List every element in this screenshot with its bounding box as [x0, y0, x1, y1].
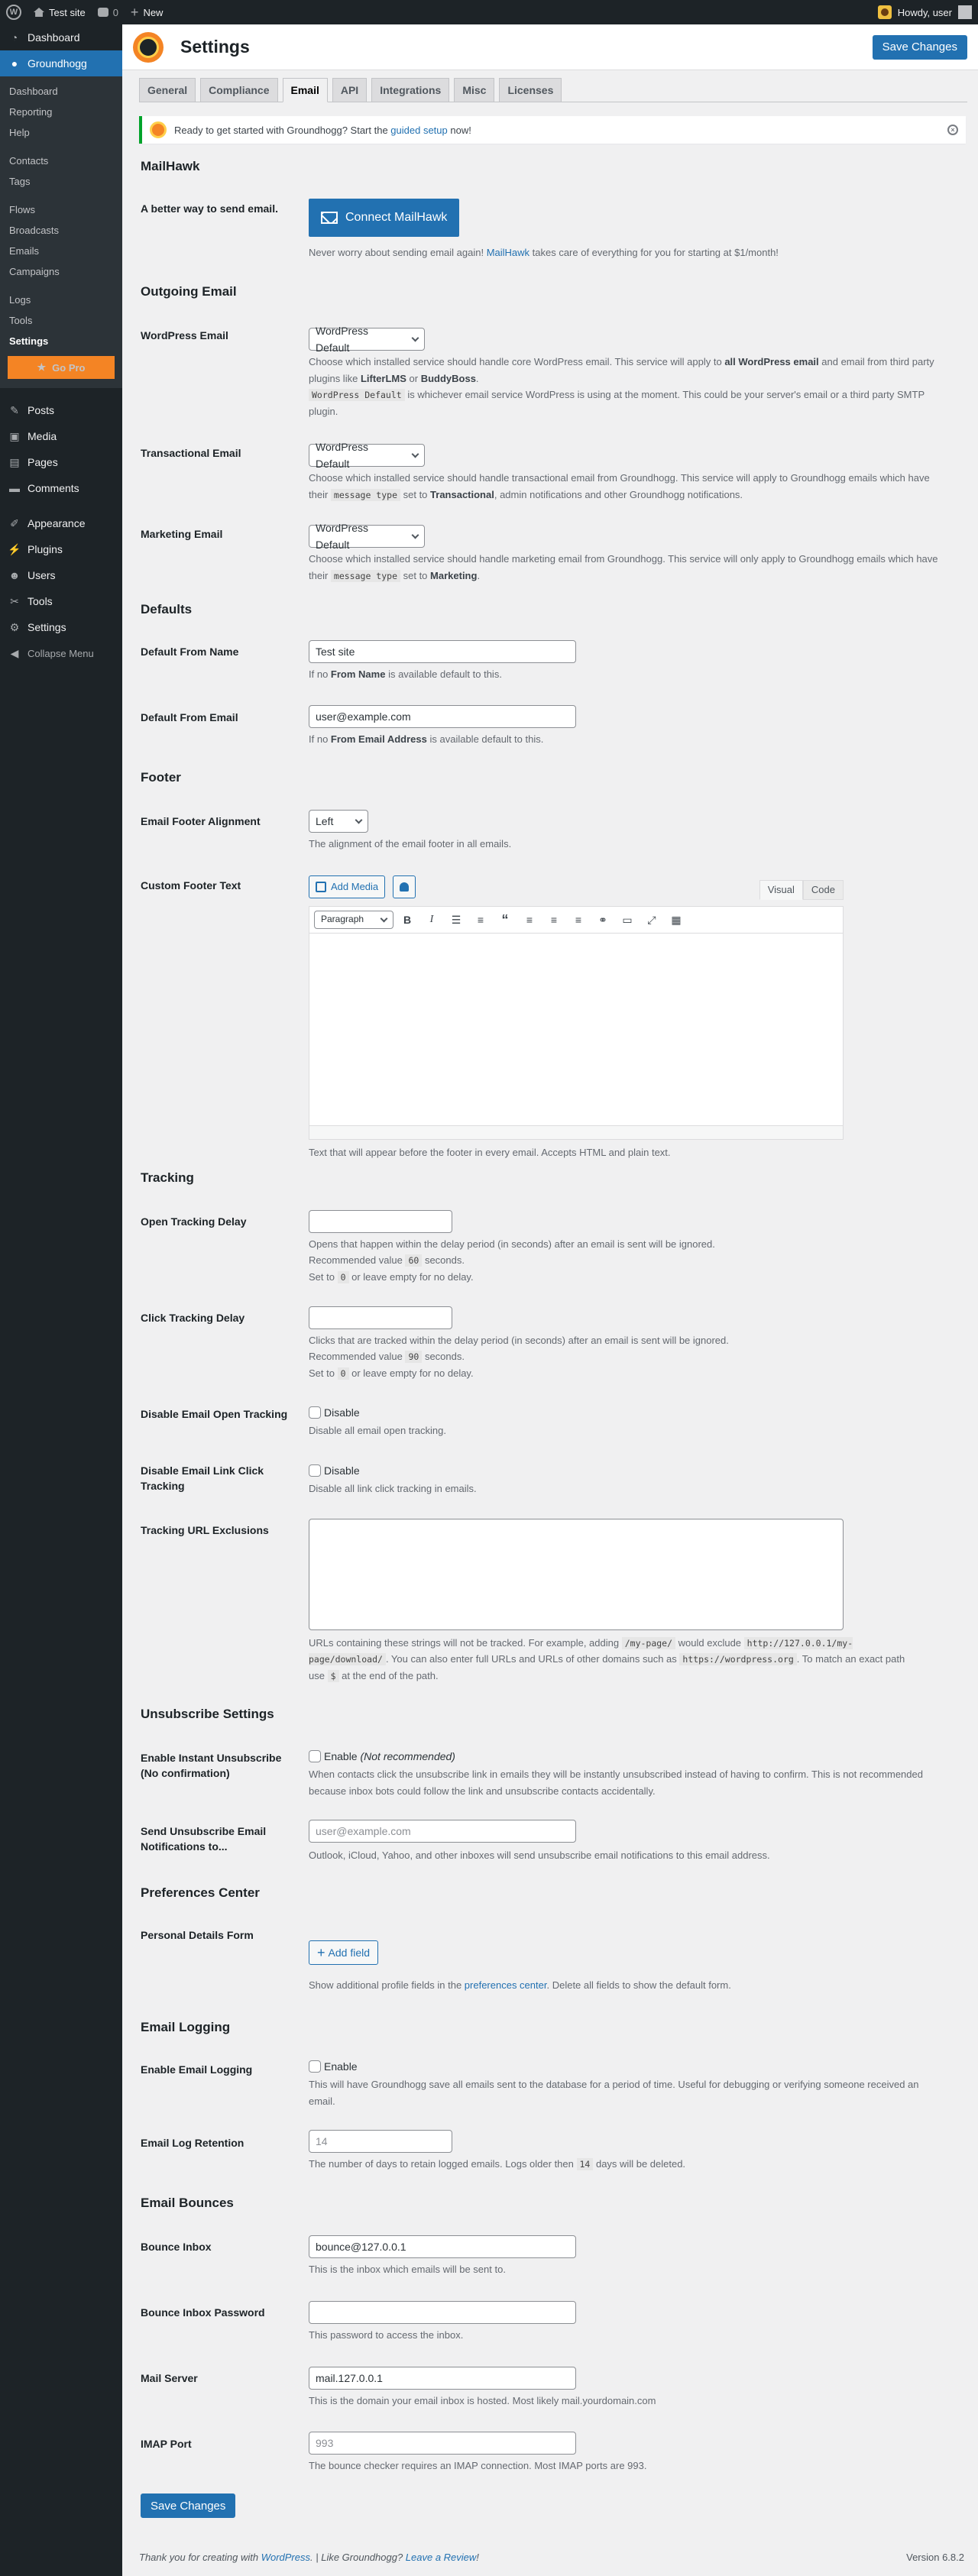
marketing-email-label: Marketing Email [141, 528, 223, 540]
disable-open-tracking-desc: Disable all email open tracking. [309, 1425, 446, 1437]
disable-click-tracking-label: Disable Email Link Click Tracking [141, 1464, 264, 1492]
default-from-email-desc: If no From Email Address is available default to this. [309, 733, 544, 745]
submenu-settings[interactable]: Settings [9, 335, 49, 347]
open-tracking-delay-desc: Opens that happen within the delay period (in seconds) after an email is sent will be ignored. Recommended value 60 seconds. Set to 0 or leave empty for no delay. [309, 1238, 715, 1283]
section-preferences-heading: Preferences Center [141, 1885, 260, 1900]
notice-text: Ready to get started with Groundhogg? Start the guided setup now! [174, 124, 471, 136]
click-tracking-delay-input[interactable] [309, 1306, 452, 1329]
editor-resize-handle[interactable] [309, 1126, 844, 1140]
menu-plugins[interactable]: ⚡ Plugins [8, 542, 63, 555]
menu-media[interactable]: ▣ Media [0, 423, 122, 449]
bounce-password-desc: This password to access the inbox. [309, 2329, 464, 2341]
user-avatar[interactable] [958, 5, 972, 19]
default-from-name-label: Default From Name [141, 646, 239, 658]
insert-replacement-button[interactable] [393, 875, 416, 898]
groundhogg-toolbar-icon[interactable] [878, 5, 892, 19]
mailhawk-desc: Never worry about sending email again! MailHawk takes care of everything for you for starting at $1/month! [309, 247, 779, 258]
submenu-tools[interactable]: Tools [9, 315, 33, 326]
transactional-email-label: Transactional Email [141, 447, 241, 459]
footer-alignment-label: Email Footer Alignment [141, 815, 261, 827]
dismiss-notice-icon[interactable]: × [947, 125, 958, 135]
new-label: New [143, 6, 164, 18]
collapse-icon: ◀ [10, 646, 19, 659]
site-name: Test site [49, 6, 86, 18]
comments-icon: ▬ [9, 482, 20, 494]
enable-email-logging-label: Enable Email Logging [141, 2063, 253, 2076]
mail-server-label: Mail Server [141, 2372, 198, 2384]
guided-setup-link[interactable]: guided setup [390, 124, 448, 136]
plus-icon: + [130, 5, 139, 20]
connect-mailhawk-button[interactable]: Connect MailHawk [309, 199, 459, 237]
editor-tab-code[interactable]: Code [803, 880, 844, 900]
section-tracking-heading: Tracking [141, 1170, 194, 1185]
groundhogg-logo [133, 32, 164, 63]
wordpress-icon: W [6, 5, 21, 20]
page-title: Settings [180, 37, 250, 57]
menu-groundhogg[interactable]: ● Groundhogg [0, 50, 122, 76]
unsubscribe-notifications-label: Send Unsubscribe Email Notifications to... [141, 1825, 267, 1853]
settings-tabs [139, 78, 562, 102]
imap-port-label: IMAP Port [141, 2438, 192, 2450]
default-from-name-desc: If no From Name is available default to this. [309, 668, 502, 680]
tab-general[interactable]: General [139, 78, 196, 102]
personal-details-form-label: Personal Details Form [141, 1929, 254, 1941]
personal-details-form-desc: Show additional profile fields in the preferences center. Delete all fields to show the default form. [309, 1979, 731, 1991]
menu-appearance[interactable]: ✐ Appearance [0, 510, 122, 536]
open-tracking-delay-label: Open Tracking Delay [141, 1215, 247, 1228]
user-icon [400, 882, 409, 892]
wp-footer [139, 2552, 964, 2563]
bounce-inbox-desc: This is the inbox which emails will be sent to. [309, 2264, 506, 2275]
dashboard-icon: ◔ [11, 31, 18, 44]
instant-unsubscribe-desc: When contacts click the unsubscribe link in emails they will be instantly unsubscribed instead of having to confirm. This is not recommended because inbox bots could follow the link and unsubscribe contacts accidentally. [309, 1769, 923, 1797]
bounce-inbox-label: Bounce Inbox [141, 2241, 212, 2253]
comments-count: 0 [112, 6, 118, 18]
email-log-retention-input[interactable]: 14 [309, 2130, 452, 2153]
imap-port-input[interactable]: 993 [309, 2432, 576, 2455]
tracking-url-exclusions-textarea[interactable] [309, 1519, 844, 1630]
mailhawk-label: A better way to send email. [141, 202, 278, 215]
numbered-list-icon[interactable]: ≡ [477, 913, 484, 926]
page-header [122, 24, 978, 70]
add-field-button[interactable]: + Add field [309, 1940, 378, 1965]
paragraph-format-select[interactable]: Paragraph [314, 911, 393, 929]
footer-text-editor[interactable] [309, 934, 844, 1126]
transactional-email-select[interactable]: WordPress Default [309, 444, 425, 467]
imap-port-desc: The bounce checker requires an IMAP connection. Most IMAP ports are 993. [309, 2460, 647, 2471]
tab-api[interactable]: API [332, 78, 367, 102]
section-footer-heading: Footer [141, 770, 181, 785]
preferences-center-link[interactable]: preferences center [464, 1979, 547, 1991]
read-more-icon[interactable]: ▭ [622, 913, 633, 926]
section-outgoing-heading: Outgoing Email [141, 284, 237, 299]
tools-icon: ✂ [10, 594, 19, 607]
submenu-reporting[interactable]: Reporting [9, 106, 53, 118]
editor-tab-visual[interactable]: Visual [759, 880, 803, 900]
disable-click-tracking-checkbox[interactable] [309, 1464, 321, 1477]
wp-logo-menu[interactable] [0, 0, 28, 24]
chevron-down-icon [412, 450, 419, 458]
submenu-emails[interactable]: Emails [9, 245, 40, 257]
submenu-tags[interactable]: Tags [9, 176, 31, 187]
menu-dashboard[interactable]: ◔ Dashboard [0, 24, 122, 50]
bounce-inbox-input[interactable]: bounce@127.0.0.1 [309, 2235, 576, 2258]
groundhogg-notice-icon [150, 121, 167, 138]
custom-footer-text-desc: Text that will appear before the footer in every email. Accepts HTML and plain text. [309, 1147, 671, 1158]
star-icon: ★ [37, 361, 47, 373]
enable-email-logging-desc: This will have Groundhogg save all emails sent to the database for a period of time. Useful for debugging or verifying someone received an email. [309, 2079, 919, 2107]
marketing-email-desc: Choose which installed service should handle marketing email from Groundhogg. This service will only apply to Groundhogg emails which have their message type set to Marketing. [309, 553, 938, 581]
submenu-logs[interactable]: Logs [9, 294, 31, 306]
menu-pages[interactable]: ▤ Pages [0, 449, 122, 475]
transactional-email-desc: Choose which installed service should handle transactional email from Groundhogg. This service will apply to Groundhogg emails which have their message type set to Transactional, admin notifications and other Groundhogg notifications. [309, 472, 930, 500]
submenu-contacts[interactable]: Contacts [9, 155, 49, 167]
save-changes-top-button[interactable]: Save Changes [873, 35, 967, 60]
unsubscribe-notifications-input[interactable]: user@example.com [309, 1820, 576, 1843]
section-defaults-heading: Defaults [141, 602, 193, 616]
submenu-help[interactable]: Help [9, 127, 30, 138]
settings-icon: ⚙ [9, 620, 20, 633]
pages-icon: ▤ [9, 455, 20, 468]
collapse-menu[interactable]: ◀ Collapse Menu [0, 640, 122, 666]
home-icon [34, 8, 44, 17]
wordpress-link[interactable]: WordPress [261, 2552, 310, 2563]
default-from-email-input[interactable]: user@example.com [309, 705, 576, 728]
custom-footer-text-label: Custom Footer Text [141, 879, 241, 892]
tab-integrations[interactable]: Integrations [371, 78, 449, 102]
section-unsubscribe-heading: Unsubscribe Settings [141, 1707, 274, 1721]
footer-thanks: Thank you for creating with WordPress. | Like Groundhogg? Leave a Review! [139, 2552, 479, 2563]
mail-server-input[interactable]: mail.127.0.0.1 [309, 2367, 576, 2390]
toolbar-toggle-icon[interactable]: ▦ [671, 913, 682, 926]
menu-users[interactable]: ☻ Users [8, 569, 56, 581]
mail-server-desc: This is the domain your email inbox is hosted. Most likely mail.yourdomain.com [309, 2395, 656, 2406]
section-mailhawk-heading: MailHawk [141, 159, 200, 173]
align-left-icon[interactable]: ≡ [526, 913, 533, 926]
editor-toolbar [309, 906, 844, 934]
wordpress-email-select[interactable]: WordPress Default [309, 328, 425, 351]
disable-open-tracking-checkbox[interactable] [309, 1406, 321, 1419]
align-center-icon[interactable]: ≡ [550, 913, 558, 926]
submenu-dashboard[interactable]: Dashboard [9, 86, 58, 97]
pin-icon: ✎ [10, 403, 19, 416]
mailhawk-link[interactable]: MailHawk [486, 247, 530, 258]
open-tracking-delay-input[interactable] [309, 1210, 452, 1233]
groundhogg-icon: ● [11, 57, 18, 70]
admin-bar [0, 0, 978, 24]
italic-icon[interactable]: I [429, 913, 434, 925]
bounce-password-input[interactable] [309, 2301, 576, 2324]
wp-version: Version 6.8.2 [906, 2552, 964, 2563]
click-tracking-delay-label: Click Tracking Delay [141, 1312, 245, 1324]
email-log-retention-label: Email Log Retention [141, 2137, 244, 2149]
blockquote-icon[interactable]: “ [501, 911, 509, 927]
plus-icon: + [317, 1944, 325, 1960]
chevron-down-icon [412, 531, 419, 539]
wordpress-email-label: WordPress Email [141, 329, 228, 341]
section-logging-heading: Email Logging [141, 2020, 231, 2034]
users-icon: ☻ [8, 569, 21, 581]
comments-menu[interactable] [92, 0, 125, 24]
tab-licenses[interactable]: Licenses [499, 78, 562, 102]
howdy-user[interactable]: Howdy, user [897, 6, 952, 18]
new-content-menu[interactable] [125, 0, 170, 24]
submenu-campaigns[interactable]: Campaigns [9, 266, 60, 277]
menu-settings[interactable]: ⚙ Settings [0, 614, 122, 640]
chevron-down-icon [355, 816, 363, 824]
bullet-list-icon[interactable]: ☰ [451, 913, 461, 926]
go-pro-button[interactable]: ★ Go Pro [8, 356, 115, 379]
unsubscribe-notifications-desc: Outlook, iCloud, Yahoo, and other inboxes will send unsubscribe email notifications to this email address. [309, 1849, 770, 1861]
footer-alignment-select[interactable]: Left [309, 810, 368, 833]
chevron-down-icon [381, 914, 388, 922]
email-log-retention-desc: The number of days to retain logged emails. Logs older then 14 days will be deleted. [309, 2158, 686, 2170]
wordpress-email-desc: Choose which installed service should handle core WordPress email. This service will apply to all WordPress email and email from third party plugins like LifterLMS or BuddyBoss. WordPress Default is whichever email service WordPress is using at the moment. This could be your server's email or a third party SMTP plugin. [309, 356, 934, 417]
media-icon [316, 882, 326, 892]
tab-email[interactable]: Email [283, 78, 328, 102]
site-name-menu[interactable] [28, 0, 92, 24]
tracking-url-exclusions-label: Tracking URL Exclusions [141, 1524, 269, 1536]
instant-unsubscribe-label: Enable Instant Unsubscribe (No confirmation) [141, 1752, 282, 1779]
default-from-name-input[interactable]: Test site [309, 640, 576, 663]
tab-compliance[interactable]: Compliance [200, 78, 277, 102]
save-changes-bottom-button[interactable]: Save Changes [141, 2493, 235, 2518]
enable-email-logging-checkbox[interactable] [309, 2060, 321, 2073]
menu-posts[interactable]: ✎ Posts [0, 397, 122, 423]
submenu-broadcasts[interactable]: Broadcasts [9, 225, 60, 236]
click-tracking-delay-desc: Clicks that are tracked within the delay period (in seconds) after an email is sent will be ignored. Recommended value 90 seconds. Set to 0 or leave empty for no delay. [309, 1335, 729, 1379]
marketing-email-select[interactable]: WordPress Default [309, 525, 425, 548]
disable-click-tracking-desc: Disable all link click tracking in emails. [309, 1483, 477, 1495]
menu-comments[interactable]: ▬ Comments [9, 482, 79, 494]
disable-open-tracking-label: Disable Email Open Tracking [141, 1408, 288, 1420]
instant-unsubscribe-checkbox[interactable] [309, 1750, 321, 1762]
chevron-down-icon [412, 334, 419, 341]
tracking-url-exclusions-desc: URLs containing these strings will not be tracked. For example, adding /my-page/ would exclude http://127.0.0.1/my-page/download/ . You can also enter full URLs and URLs of other domains such as https://wordpress.org . To match an exact path use $ at the end of the path. [309, 1637, 905, 1681]
fullscreen-icon[interactable]: ⤢ [647, 913, 656, 926]
comment-icon [98, 8, 108, 17]
plugins-icon: ⚡ [8, 542, 21, 555]
leave-review-link[interactable]: Leave a Review [405, 2552, 477, 2563]
appearance-icon: ✐ [10, 516, 19, 529]
bounce-password-label: Bounce Inbox Password [141, 2306, 265, 2319]
link-icon[interactable]: ⚭ [598, 913, 607, 926]
submenu-flows[interactable]: Flows [9, 204, 35, 215]
footer-alignment-desc: The alignment of the email footer in all emails. [309, 838, 512, 849]
section-bounces-heading: Email Bounces [141, 2196, 234, 2210]
tab-misc[interactable]: Misc [454, 78, 494, 102]
align-right-icon[interactable]: ≡ [575, 913, 582, 926]
media-icon: ▣ [9, 429, 20, 442]
groundhogg-submenu [0, 76, 122, 388]
menu-tools[interactable]: ✂ Tools [0, 588, 122, 614]
admin-sidebar [0, 24, 122, 2576]
add-media-button[interactable]: Add Media [309, 875, 385, 898]
envelope-icon [321, 212, 338, 224]
setup-notice [139, 116, 966, 144]
default-from-email-label: Default From Email [141, 711, 238, 723]
bold-icon[interactable]: B [403, 913, 412, 926]
